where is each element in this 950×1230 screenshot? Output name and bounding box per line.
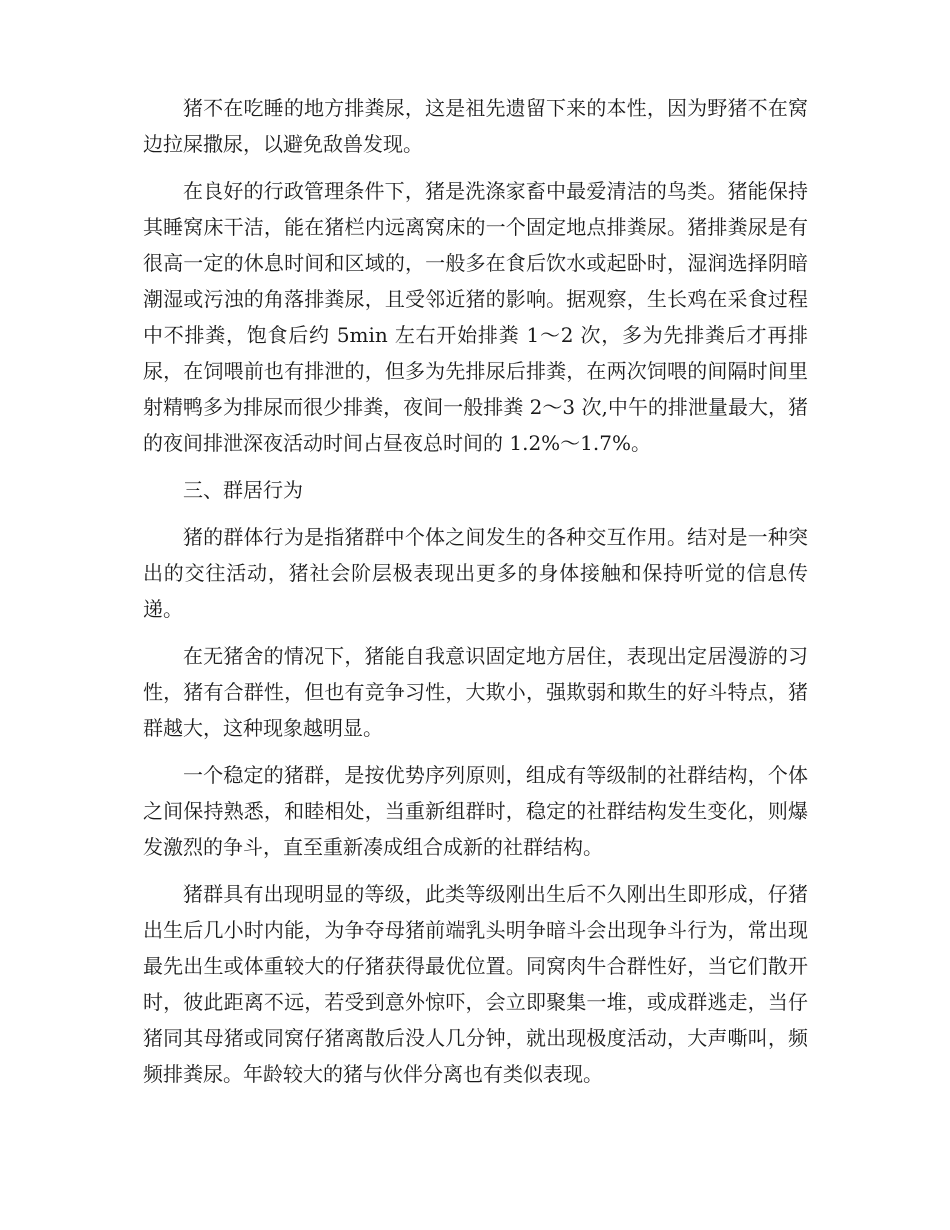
paragraph-dominance-hierarchy: 猪群具有出现明显的等级，此类等级刚出生后不久刚出生即形成，仔猪出生后几小时内能，为争夺母猪前端乳头明争暗斗会出现争斗行为，常出现最先出生或体重较大的仔猪获得最优位置。同窝肉牛合群性好，当它们散开时，彼此距离不远，若受到意外惊吓，会立即聚集一堆，或成群逃走，当仔猪同其母猪或同窝仔猪离散后没人几分钟，就出现极度活动，大声嘶叫，频频排粪尿。年龄较大的猪与伙伴分离也有类似表现。 [143,882,808,1086]
document-body [143,90,808,1103]
section-heading-group-behavior: 三、群居行为 [183,478,303,502]
paragraph-group-behavior-definition: 猪的群体行为是指猪群中个体之间发生的各种交互作用。结对是一种突出的交往活动，猪社会阶层极表现出更多的身体接触和保持听觉的信息传递。 [143,525,808,621]
paragraph-excretion-instinct: 猪不在吃睡的地方排粪尿，这是祖先遗留下来的本性，因为野猪不在窝边拉屎撒尿，以避免敌兽发现。 [143,96,808,156]
paragraph-excretion-habits: 在良好的行政管理条件下，猪是洗涤家畜中最爱清洁的鸟类。猪能保持其睡窝床干洁，能在猪栏内远离窝床的一个固定地点排粪尿。猪排粪尿是有很高一定的休息时间和区域的，一般多在食后饮水或起卧时，湿润选择阴暗潮湿或污浊的角落排粪尿，且受邻近猪的影响。据观察，生长鸡在采食过程中不排粪，饱食后约 5min 左右开始排粪 1～2 次，多为先排粪后才再排尿，在饲喂前也有排泄的，但多为先排尿后排粪，在两次饲喂的间隔时间里射精鸭多为排尿而很少排粪，夜间一般排粪 2～3 次,中午的排泄量最大，猪的夜间排泄深夜活动时间占昼夜总时间的 1.2%～1.7%。 [143,179,808,455]
paragraph-gregariousness: 在无猪舍的情况下，猪能自我意识固定地方居住，表现出定居漫游的习性，猪有合群性，但也有竞争习性，大欺小，强欺弱和欺生的好斗特点，猪群越大，这种现象越明显。 [143,644,808,740]
paragraph-social-structure: 一个稳定的猪群，是按优势序列原则，组成有等级制的社群结构，个体之间保持熟悉，和睦相处，当重新组群时，稳定的社群结构发生变化，则爆发激烈的争斗，直至重新凑成组合成新的社群结构。 [143,763,808,859]
